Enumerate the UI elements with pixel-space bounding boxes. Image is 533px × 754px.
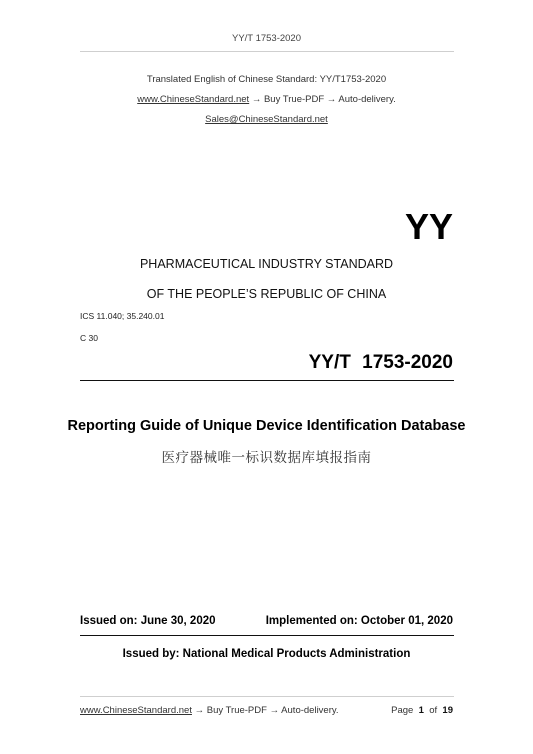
issue-date: Issued on: June 30, 2020	[80, 615, 216, 627]
issuing-authority: Issued by: National Medical Products Administration	[122, 648, 411, 660]
document-title-chinese: 医疗器械唯一标识数据库填报指南	[161, 450, 372, 466]
standard-number: YY/T 1753-2020	[308, 352, 453, 373]
implementation-date: Implemented on: October 01, 2020	[265, 615, 453, 627]
page-total: 19	[442, 705, 453, 716]
translation-notice: Translated English of Chinese Standard: YY/T1753-2020	[146, 74, 387, 85]
document-title-english: Reporting Guide of Unique Device Identification Database	[67, 418, 466, 434]
ccs-code: C 30	[80, 333, 98, 343]
site-link[interactable]: www.ChineseStandard.net	[137, 94, 250, 105]
issue-divider	[80, 635, 454, 636]
footer-purchase-text: → Buy True-PDF → Auto-delivery.	[191, 705, 339, 716]
standard-category-line1: PHARMACEUTICAL INDUSTRY STANDARD	[139, 257, 394, 271]
footer-purchase-line	[80, 705, 339, 716]
page-indicator	[391, 705, 453, 716]
purchase-line	[0, 94, 533, 105]
standard-mark: YY	[404, 206, 453, 247]
page-current: 1	[418, 705, 424, 716]
page-of: of	[429, 705, 438, 716]
footer-divider	[80, 696, 454, 697]
email-line	[0, 114, 533, 125]
ics-code: ICS 11.040; 35.240.01	[80, 311, 165, 321]
footer-site-link[interactable]: www.ChineseStandard.net	[80, 705, 192, 716]
standard-number-divider	[80, 380, 454, 381]
purchase-text: → Buy True-PDF → Auto-delivery.	[249, 94, 396, 105]
header-divider	[80, 51, 454, 52]
page-label: Page	[391, 705, 414, 716]
email-link[interactable]: Sales@ChineseStandard.net	[205, 114, 328, 125]
running-header: YY/T 1753-2020	[231, 33, 301, 44]
standard-category-line2: OF THE PEOPLE’S REPUBLIC OF CHINA	[146, 287, 387, 301]
